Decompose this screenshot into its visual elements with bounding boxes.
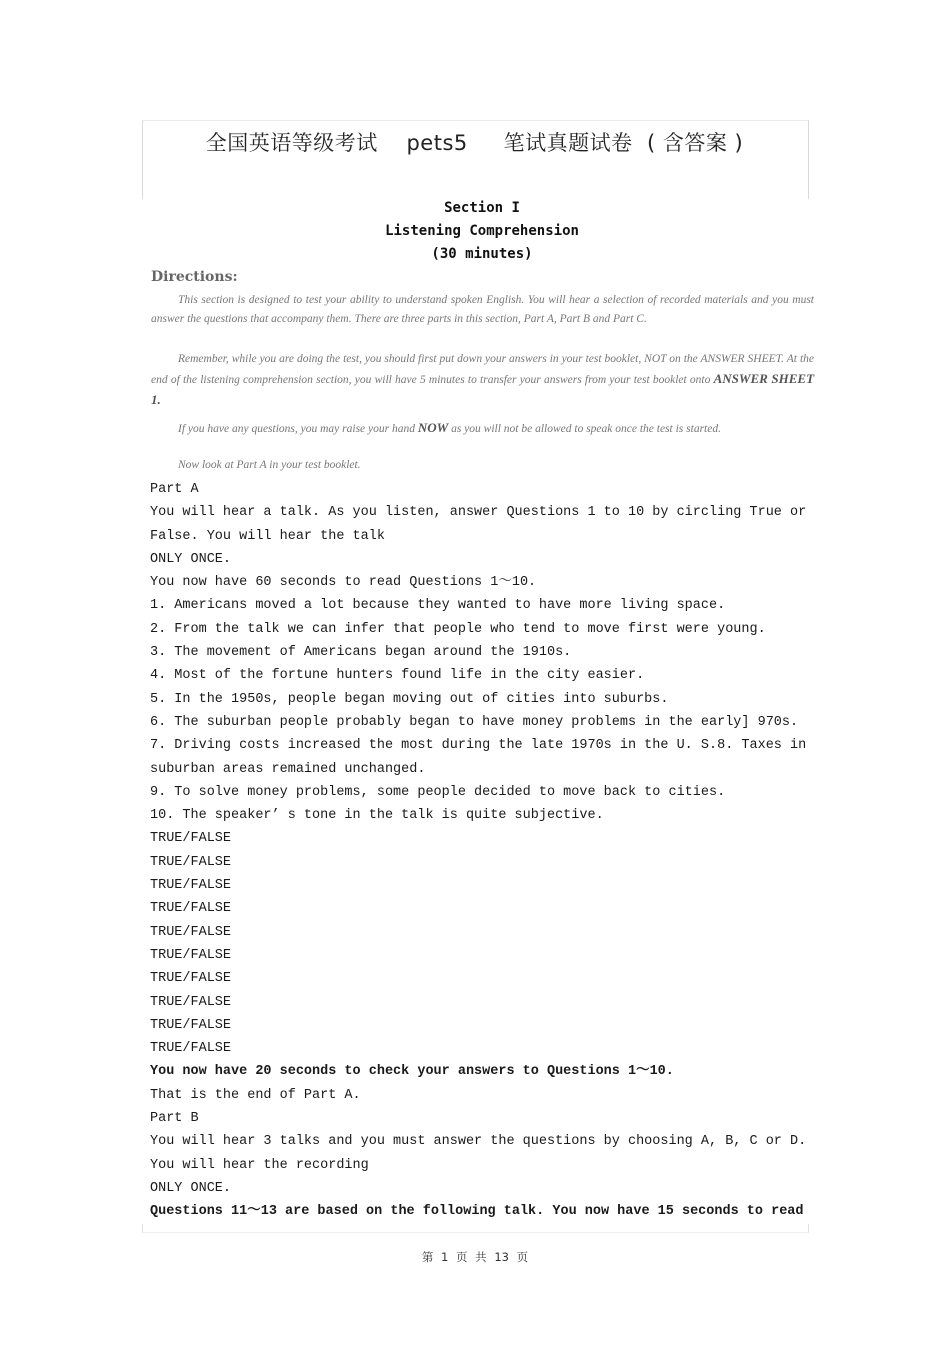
answer-option: TRUE/FALSE <box>150 901 232 917</box>
directions-paragraph-3: If you have any questions, you may raise your hand NOW as you will not be allowed to speak once the test is started. <box>178 420 721 435</box>
answer-option: TRUE/FALSE <box>150 1017 232 1033</box>
part-b-instruction: You will hear 3 talks and you must answer the questions by choosing A, B, C or D. <box>150 1134 807 1150</box>
answer-option: TRUE/FALSE <box>150 854 232 870</box>
answer-option: TRUE/FALSE <box>150 924 232 940</box>
part-a-instruction: False. You will hear the talk <box>150 528 385 544</box>
part-a-instruction: ONLY ONCE. <box>150 551 232 567</box>
document-title: 全国英语等级考试 pets5 笔试真题试卷 ( 含答案 ) <box>205 131 744 155</box>
part-b-instruction: You will hear the recording <box>150 1157 369 1173</box>
answer-option: TRUE/FALSE <box>150 971 232 987</box>
answer-option: TRUE/FALSE <box>150 831 232 847</box>
part-a-read-time: You now have 60 seconds to read Questions 1～10. <box>150 575 537 591</box>
question-item: suburban areas remained unchanged. <box>150 761 426 777</box>
section-subtitle: Listening Comprehension <box>385 223 579 239</box>
directions-paragraph-4: Now look at Part A in your test booklet. <box>178 459 361 471</box>
part-a-check-time: You now have 20 seconds to check your answers to Questions 1～10. <box>150 1064 674 1080</box>
bottom-frame <box>142 1224 809 1233</box>
question-item: 5. In the 1950s, people began moving out of cities into suburbs. <box>150 691 669 707</box>
directions-paragraph-1: This section is designed to test your ability to understand spoken English. You will hear a selection of recorded materials and you must answer the questions that accompany them. There are three parts in this section, Part A, Part B and Part C. <box>151 294 814 325</box>
section-name: Section I <box>444 200 520 216</box>
directions-paragraph-2: Remember, while you are doing the test, you should first put down your answers in your test booklet, NOT on the ANSWER SHEET. At the end of the listening comprehension section, you will have 5 minutes to transfer your answers from your test booklet onto ANSWER SHEET 1. <box>151 353 815 407</box>
page-footer: 第 1 页 共 13 页 <box>421 1250 529 1264</box>
part-a-instruction: You will hear a talk. As you listen, answer Questions 1 to 10 by circling True or <box>150 505 807 521</box>
question-item: 6. The suburban people probably began to have money problems in the early] 970s. <box>150 714 799 730</box>
answer-option: TRUE/FALSE <box>150 947 232 963</box>
part-b-question-intro: Questions 11～13 are based on the following talk. You now have 15 seconds to read <box>150 1204 804 1220</box>
part-b-label: Part B <box>150 1111 199 1127</box>
question-item: 10. The speaker’ s tone in the talk is quite subjective. <box>150 808 604 824</box>
answer-option: TRUE/FALSE <box>150 994 232 1010</box>
answer-option: TRUE/FALSE <box>150 1041 232 1057</box>
answer-option: TRUE/FALSE <box>150 878 232 894</box>
part-a-label: Part A <box>150 482 199 497</box>
question-item: 4. Most of the fortune hunters found life in the city easier. <box>150 668 645 684</box>
question-item: 1. Americans moved a lot because they wanted to have more living space. <box>150 598 726 614</box>
part-b-instruction: ONLY ONCE. <box>150 1180 232 1196</box>
section-time: (30 minutes) <box>431 246 533 262</box>
exam-body <box>150 478 820 1224</box>
question-item: 7. Driving costs increased the most during the late 1970s in the U. S.8. Taxes in <box>150 738 807 754</box>
question-item: 2. From the talk we can infer that people who tend to move first were young. <box>150 621 766 637</box>
question-item: 9. To solve money problems, some people decided to move back to cities. <box>150 784 726 800</box>
part-a-end: That is the end of Part A. <box>150 1087 361 1103</box>
directions-heading: Directions: <box>151 269 238 285</box>
question-item: 3. The movement of Americans began around the 1910s. <box>150 645 572 661</box>
